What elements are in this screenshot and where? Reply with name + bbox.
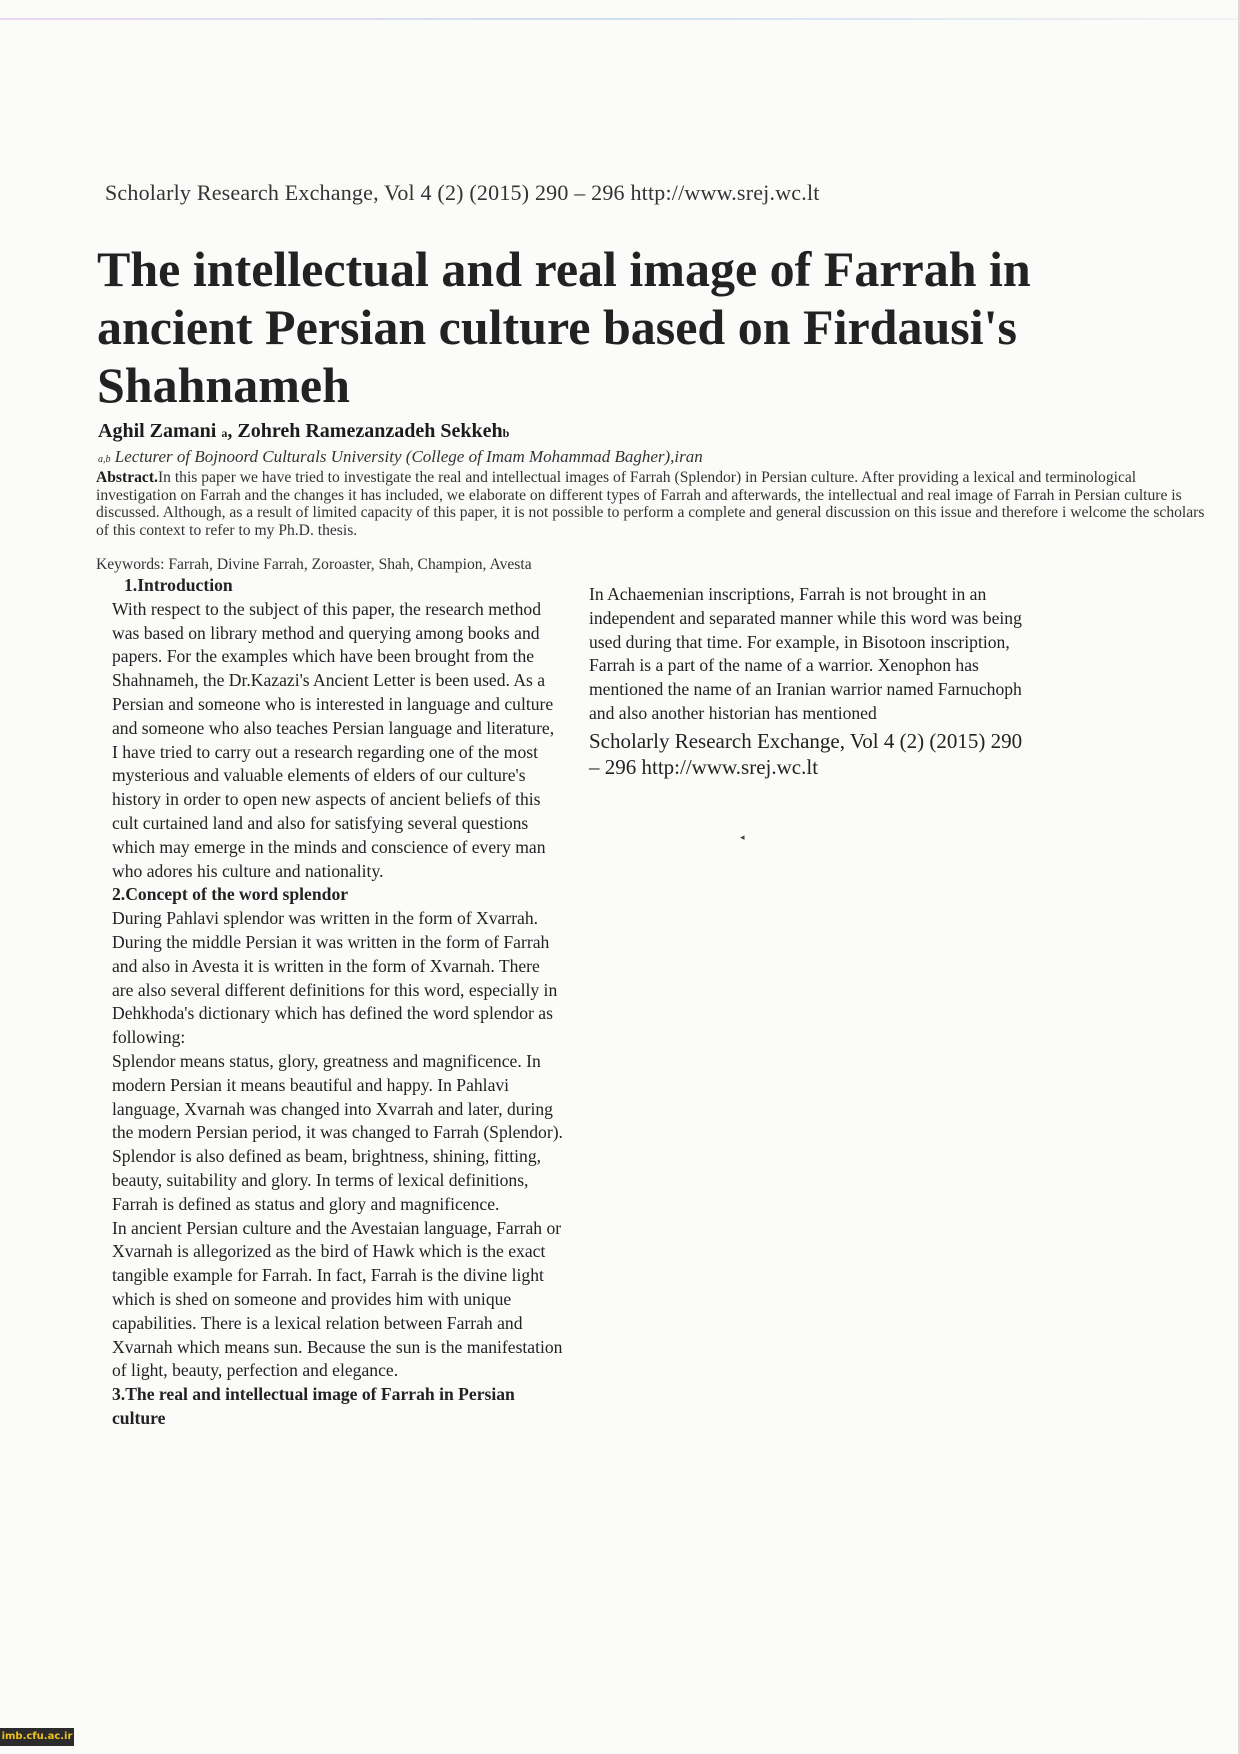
section-heading-real-image: 3.The real and intellectual image of Farrah in Persian culture [112,1384,515,1428]
column-footer-citation: Scholarly Research Exchange, Vol 4 (2) (2015) 290 – 296 http://www.srej.wc.lt [589,728,1023,779]
watermark-logo [0,1728,74,1746]
abstract [96,469,1206,539]
concept-text-1: During Pahlavi splendor was written in the form of Xvarrah. During the middle Persian it was written in the form of Farrah and also in Avesta it is written in the form of Xvarnah. There are also several different definitions for this word, especially in Dehkhoda's dictionary which has defined the word splendor as following: [112,908,558,1048]
affiliation [98,447,703,467]
author-mark-2: b [502,426,510,440]
affiliation-marks: a,b [98,454,111,465]
author-mark-1: a [221,426,228,440]
author-separator: , [227,420,233,442]
concept-text-2: Splendor means status, glory, greatness and magnificence. In modern Persian it means beautiful and happy. In Pahlavi language, Xvarnah was changed into Xvarrah and later, during the modern Persian period, it was changed to Farrah (Splendor). Splendor is also defined as beam, brightness, shining, fitting, beauty, suitability and glory. In terms of lexical definitions, Farrah is defined as status and glory and magnificence. [112,1050,563,1214]
section-heading-concept: 2.Concept of the word splendor [112,884,349,905]
author-name-1: Aghil Zamani [98,420,217,442]
watermark-logo-part1: imb [1,1731,23,1742]
affiliation-text: Lecturer of Bojnoord Culturals University (College of Imam Mohammad Bagher),iran [114,447,703,466]
paper-title: The intellectual and real image of Farrah in ancient Persian culture based on Firdausi's Shahnameh [97,241,1031,413]
author-name-2: Zohreh Ramezanzadeh Sekkeh [237,420,503,442]
watermark-logo-part2: .cfu.ac.ir [22,1731,73,1742]
right-column [589,583,1029,780]
author-line [98,420,509,443]
left-column [112,574,564,1431]
top-border-line [0,18,1240,20]
abstract-text: In this paper we have tried to investigate the real and intellectual images of Farrah (Splendor) in Persian culture. After providing a lexical and terminological investigation on Farrah and the changes it has included, we elaborate on different types of Farrah and afterwards, the intellectual and real image of Farrah in Persian culture is discussed. Although, as a result of limited capacity of this paper, it is not possible to perform a complete and general discussion on this issue and therefore i welcome the scholars of this context to refer to my Ph.D. thesis. [96,469,1205,539]
stray-mark: ◂ [740,832,745,842]
concept-text-3: In ancient Persian culture and the Avestaian language, Farrah or Xvarnah is allegorized as the bird of Hawk which is the exact tangible example for Farrah. In fact, Farrah is the divine light which is shed on someone and provides him with unique capabilities. There is a lexical relation between Farrah and Xvarnah which means sun. Because the sun is the manifestation of light, beauty, perfection and elegance. [112,1217,563,1381]
journal-header: Scholarly Research Exchange, Vol 4 (2) (2015) 290 – 296 http://www.srej.wc.lt [105,180,820,205]
right-column-text: In Achaemenian inscriptions, Farrah is not brought in an independent and separated manner while this word was being used during that time. For example, in Bisotoon inscription, Farrah is a part of the name of a warrior. Xenophon has mentioned the name of an Iranian warrior named Farnuchoph and also another historian has mentioned [589,584,1022,723]
introduction-text: With respect to the subject of this paper, the research method was based on library method and querying among books and papers. For the examples which have been brought from the Shahnameh, the Dr.Kazazi's Ancient Letter is been used. As a Persian and someone who is interested in language and culture and someone who also teaches Persian language and literature, I have tried to carry out a research regarding one of the most mysterious and valuable elements of elders of our culture's history in order to open new aspects of ancient beliefs of this cult curtained land and also for satisfying several questions which may emerge in the minds and conscience of every man who adores his culture and nationality. [112,598,555,881]
abstract-label: Abstract. [96,469,158,486]
keywords: Keywords: Farrah, Divine Farrah, Zoroaster, Shah, Champion, Avesta [96,556,532,573]
section-heading-introduction: 1.Introduction [124,575,233,595]
